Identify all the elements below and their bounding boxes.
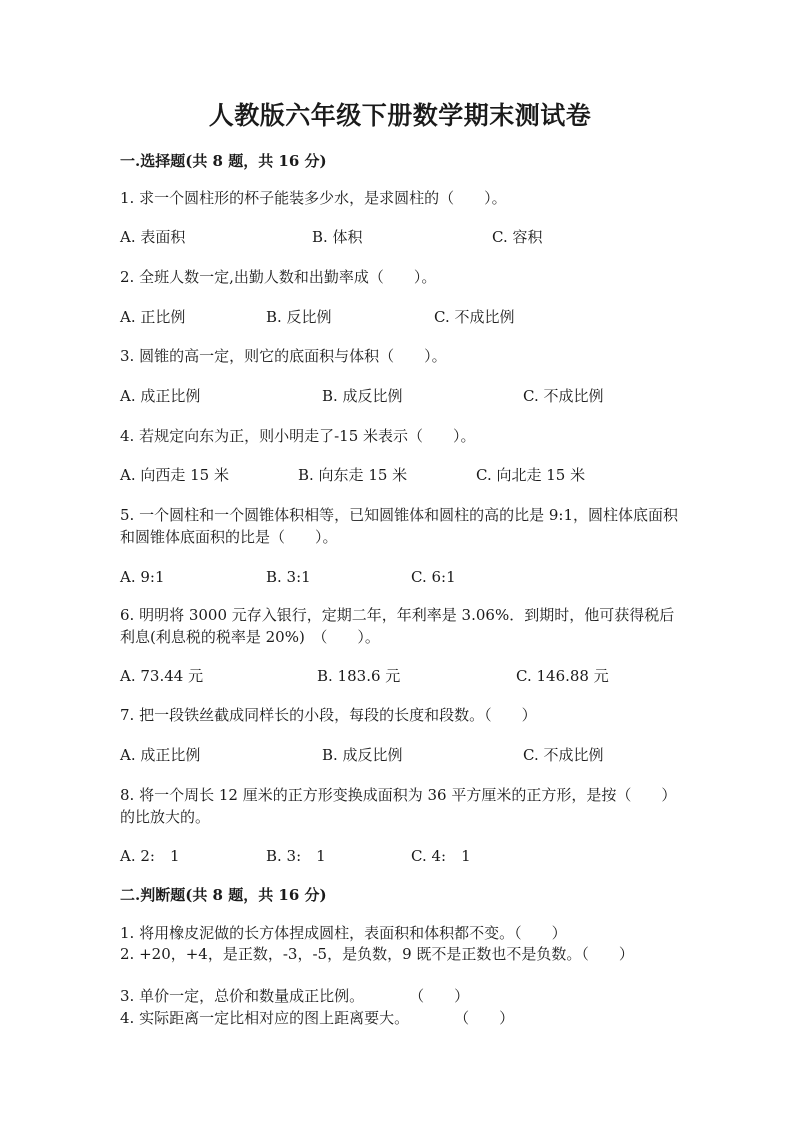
options-row bbox=[120, 385, 680, 407]
option-c: C. 不成比例 bbox=[523, 387, 604, 405]
option-b: B. 183.6 元 bbox=[317, 667, 401, 685]
option-b: B. 向东走 15 米 bbox=[298, 466, 408, 484]
option-c: C. 146.88 元 bbox=[516, 667, 609, 685]
judgement-item: 3. 单价一定，总价和数量成正比例。 （ ） bbox=[120, 987, 470, 1005]
option-a: A. 成正比例 bbox=[120, 746, 201, 764]
option-a: A. 9:1 bbox=[120, 568, 165, 586]
option-a: A. 表面积 bbox=[120, 228, 186, 246]
judgement-item: 4. 实际距离一定比相对应的图上距离要大。 （ ） bbox=[120, 1009, 515, 1027]
options-row bbox=[120, 566, 680, 588]
option-c: C. 4: 1 bbox=[411, 847, 471, 865]
option-a: A. 2: 1 bbox=[120, 847, 180, 865]
judgement-item: 2. +20，+4，是正数，-3，-5，是负数，9 既不是正数也不是负数。（ ） bbox=[120, 945, 634, 963]
option-a: A. 成正比例 bbox=[120, 387, 201, 405]
question-text: 5. 一个圆柱和一个圆锥体积相等，已知圆锥体和圆柱的高的比是 9:1，圆柱体底面积和圆锥体底面积的比是（ ）。 bbox=[120, 506, 678, 546]
option-b: B. 成反比例 bbox=[322, 387, 403, 405]
question-text: 6. 明明将 3000 元存入银行，定期二年，年利率是 3.06%．到期时，他可获得税后利息(利息税的税率是 20%) （ ）。 bbox=[120, 606, 675, 646]
options-row bbox=[120, 744, 680, 766]
question-text: 1. 求一个圆柱形的杯子能装多少水，是求圆柱的（ ）。 bbox=[120, 189, 507, 207]
option-c: C. 6:1 bbox=[411, 568, 456, 586]
option-c: C. 容积 bbox=[492, 228, 543, 246]
question-text: 7. 把一段铁丝截成同样长的小段，每段的长度和段数。（ ） bbox=[120, 706, 537, 724]
judgement-item: 1. 将用橡皮泥做的长方体捏成圆柱，表面积和体积都不变。（ ） bbox=[120, 924, 567, 942]
option-a: A. 向西走 15 米 bbox=[120, 466, 229, 484]
option-a: A. 73.44 元 bbox=[120, 667, 204, 685]
section-heading-judgement: 二.判断题(共 8 题，共 16 分) bbox=[120, 886, 327, 904]
option-b: B. 3: 1 bbox=[266, 847, 326, 865]
question-text: 3. 圆锥的高一定，则它的底面积与体积（ ）。 bbox=[120, 347, 447, 365]
options-row bbox=[120, 845, 680, 867]
options-row bbox=[120, 306, 680, 328]
section-heading-choice: 一.选择题(共 8 题，共 16 分) bbox=[120, 152, 327, 170]
option-b: B. 成反比例 bbox=[322, 746, 403, 764]
option-a: A. 正比例 bbox=[120, 308, 186, 326]
option-c: C. 不成比例 bbox=[434, 308, 515, 326]
options-row bbox=[120, 665, 680, 687]
options-row bbox=[120, 226, 680, 248]
question-text: 2. 全班人数一定,出勤人数和出勤率成（ ）。 bbox=[120, 268, 437, 286]
page-title: 人教版六年级下册数学期末测试卷 bbox=[208, 101, 592, 130]
option-b: B. 反比例 bbox=[266, 308, 332, 326]
option-c: C. 不成比例 bbox=[523, 746, 604, 764]
question-text: 8. 将一个周长 12 厘米的正方形变换成面积为 36 平方厘米的正方形，是按（ ）的比放大的。 bbox=[120, 786, 677, 826]
option-b: B. 3:1 bbox=[266, 568, 311, 586]
question-text: 4. 若规定向东为正，则小明走了-15 米表示（ ）。 bbox=[120, 427, 476, 445]
options-row bbox=[120, 464, 680, 486]
option-b: B. 体积 bbox=[312, 228, 363, 246]
option-c: C. 向北走 15 米 bbox=[476, 466, 586, 484]
